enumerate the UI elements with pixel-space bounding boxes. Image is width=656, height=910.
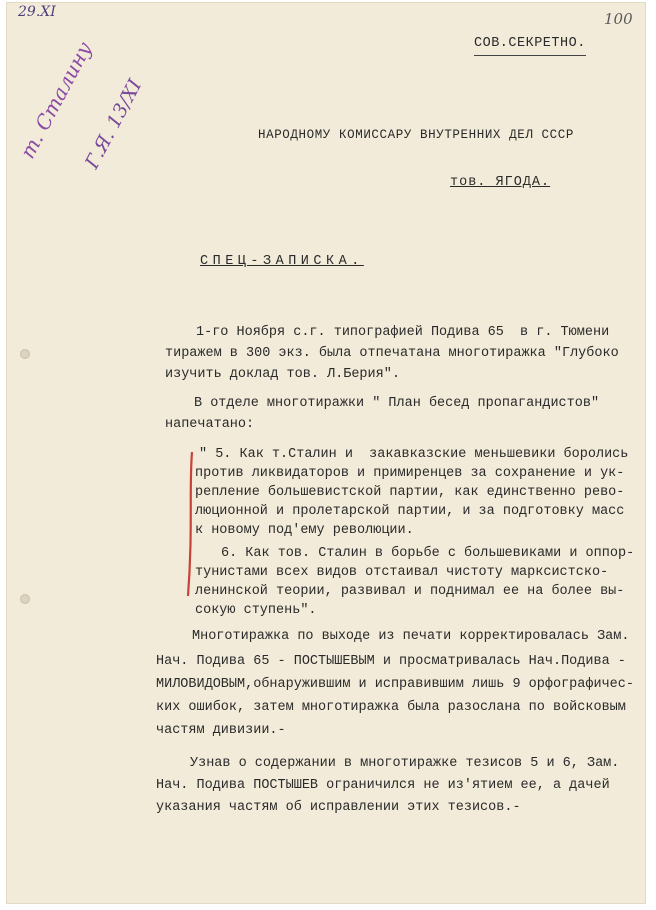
quote-2-line: сокую ступень". [195,603,317,618]
page-number: 100 [604,10,633,28]
punch-hole [20,349,30,359]
paragraph-1-line: тиражем в 300 экз. была отпечатана многотиражка "Глубоко [165,346,619,361]
paragraph-4-line: Узнав о содержании в многотиражке тезисов 5 и 6, Зам. [190,756,620,771]
paragraph-2-line: напечатано: [165,417,255,432]
folio-note: 29.XI [18,4,56,20]
document-page [6,2,646,904]
classification-label: СОВ.СЕКРЕТНО. [474,34,586,56]
quote-1-line: к новому под'ему революции. [195,523,414,538]
quote-1-line: люционной и пролетарской партии, и за подготовку масс [195,504,625,519]
paragraph-3-line: Нач. Подива 65 - ПОСТЫШЕВЫМ и просматривалась Нач.Подива - [156,654,626,669]
quote-2-line: 6. Как тов. Сталин в борьбе с большевиками и оппор- [221,546,635,561]
quote-1-line: против ликвидаторов и примиренцев за сохранение и ук- [195,466,625,481]
resolution-line-2: Г.Я. 13/XI [80,75,147,173]
punch-hole [20,594,30,604]
resolution-line-1: т. Сталину [15,37,97,163]
paragraph-3-line: МИЛОВИДОВЫМ,обнаружившим и исправившим лишь 9 орфографичес- [156,677,634,692]
addressee: НАРОДНОМУ КОМИССАРУ ВНУТРЕННИХ ДЕЛ СССР [258,128,574,142]
paragraph-3-line: ких ошибок, затем многотиражка была разослана по войсковым [156,700,626,715]
paragraph-1-line: 1-го Ноября с.г. типографией Подива 65 в г. Тюмени [196,325,610,340]
paragraph-4-line: указания частям об исправлении этих тезисов.- [156,800,521,815]
paragraph-4-line: Нач. Подива ПОСТЫШЕВ ограничился не из'ятием ее, а дачей [156,778,610,793]
quote-1-line: " 5. Как т.Сталин и закавказские меньшевики боролись [199,447,629,462]
quote-2-line: ленинской теории, развивал и поднимал ее на более вы- [195,584,625,599]
document-title: СПЕЦ-ЗАПИСКА. [200,254,364,269]
recipient: тов. ЯГОДА. [450,175,551,190]
quote-1-line: репление большевистской партии, как единственно рево- [195,485,625,500]
paragraph-3-line: Многотиражка по выходе из печати корректировалась Зам. [192,629,630,644]
paragraph-2-line: В отделе многотиражки " План бесед пропагандистов" [194,396,600,411]
paragraph-3-line: частям дивизии.- [156,723,286,738]
paragraph-1-line: изучить доклад тов. Л.Берия". [165,367,400,382]
quote-2-line: тунистами всех видов отстаивал чистоту марксистско- [195,565,609,580]
handwritten-resolution [15,37,176,182]
